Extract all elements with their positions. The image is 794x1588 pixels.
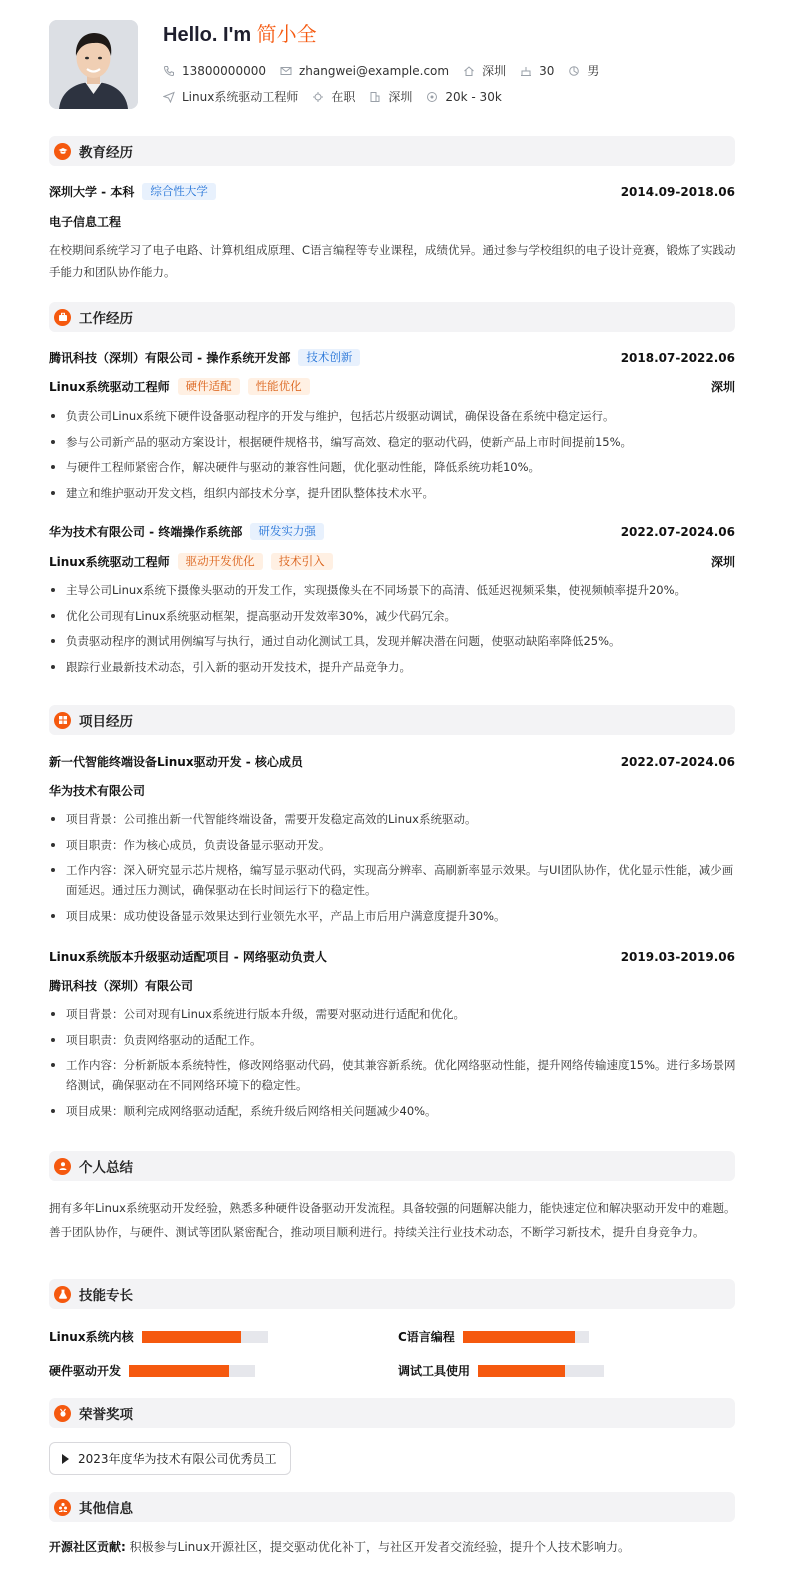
section-summary-title: 个人总结 xyxy=(79,1160,133,1176)
age-value: 30 xyxy=(539,63,555,78)
section-work xyxy=(49,302,735,332)
section-skills xyxy=(49,1279,735,1309)
skill-item xyxy=(398,1362,604,1379)
education-major-row xyxy=(49,213,735,230)
status-value: 在职 xyxy=(331,90,356,104)
city xyxy=(463,62,506,79)
section-projects xyxy=(49,705,735,735)
status xyxy=(312,88,355,105)
phone xyxy=(163,64,266,78)
list-item: 项目背景：公司推出新一代智能终端设备，需要开发稳定高效的Linux系统驱动。 xyxy=(49,809,739,829)
list-item: 优化公司现有Linux系统驱动框架，提高驱动开发效率30%，减少代码冗余。 xyxy=(49,606,739,626)
email-value: zhangwei@example.com xyxy=(298,63,450,78)
project-2-company-row xyxy=(49,977,735,994)
work-2-head xyxy=(49,523,735,540)
skill-bar xyxy=(463,1331,589,1343)
work-1-skill-tag: 性能优化 xyxy=(248,378,310,395)
list-item: 项目背景：公司对现有Linux系统进行版本升级，需要对驱动进行适配和优化。 xyxy=(49,1004,739,1024)
project-1-bullets xyxy=(49,809,739,931)
graduation-cap-icon xyxy=(54,143,71,160)
money-icon xyxy=(426,91,438,103)
user-icon xyxy=(54,1158,71,1175)
gender xyxy=(568,62,599,79)
other-info xyxy=(49,1538,630,1555)
education-desc: 在校期间系统学习了电子电路、计算机组成原理、C语言编程等专业课程，成绩优异。通过参与学校组织的电子设计竞赛，锻炼了实践动手能力和团队协作能力。 xyxy=(49,243,736,279)
list-item: 参与公司新产品的驱动方案设计，根据硬件规格书，编写高效、稳定的驱动代码，使新产品上市时间提前15%。 xyxy=(49,432,739,452)
building-icon xyxy=(369,91,381,103)
project-1-company: 华为技术有限公司 xyxy=(49,784,146,798)
salary xyxy=(426,90,501,104)
section-skills-title: 技能专长 xyxy=(79,1288,133,1304)
work-1-bullets xyxy=(49,406,739,508)
briefcase-icon xyxy=(54,309,71,326)
work-2-role: Linux系统驱动工程师 xyxy=(49,555,170,569)
skill-name: 调试工具使用 xyxy=(398,1364,471,1378)
list-item: 工作内容：分析新版本系统特性，修改网络驱动代码，使其兼容新系统。优化网络驱动性能，提升网络传输速度15%。进行多场景网络测试，确保驱动在不同网络环境下的稳定性。 xyxy=(49,1055,739,1095)
list-item: 项目成果：顺利完成网络驱动适配，系统升级后网络相关问题减少40%。 xyxy=(49,1101,739,1121)
gender-icon xyxy=(568,65,580,77)
project-2-bullets xyxy=(49,1004,739,1126)
work-1-role-row xyxy=(49,378,735,395)
list-item: 负责公司Linux系统下硬件设备驱动程序的开发与维护，包括芯片级驱动调试，确保设备在系统中稳定运行。 xyxy=(49,406,739,426)
job-value: Linux系统驱动工程师 xyxy=(182,90,299,104)
list-item: 负责驱动程序的测试用例编写与执行，通过自动化测试工具，发现并解决潜在问题，使驱动缺陷率降低25%。 xyxy=(49,631,739,651)
salary-value: 20k - 30k xyxy=(445,89,502,104)
skill-bar-fill xyxy=(463,1331,575,1343)
section-summary xyxy=(49,1151,735,1181)
project-2-head xyxy=(49,948,735,965)
project-1-date: 2022.07-2024.06 xyxy=(620,754,735,769)
work-1-skill-tag: 硬件适配 xyxy=(178,378,240,395)
work-2-bullets xyxy=(49,580,739,682)
list-item: 建立和维护驱动开发文档，组织内部技术分享，提升团队整体技术水平。 xyxy=(49,483,739,503)
target-city-value: 深圳 xyxy=(388,90,413,104)
candidate-name: 简小全 xyxy=(256,24,317,46)
list-item: 与硬件工程师紧密合作，解决硬件与驱动的兼容性问题，优化驱动性能，降低系统功耗10%。 xyxy=(49,457,739,477)
greeting xyxy=(163,18,317,47)
section-awards-title: 荣誉奖项 xyxy=(79,1407,133,1423)
work-1-tag: 技术创新 xyxy=(298,349,360,366)
age xyxy=(520,64,554,78)
section-awards xyxy=(49,1398,735,1428)
send-icon xyxy=(163,91,175,103)
work-2-role-row xyxy=(49,553,735,570)
award-text: 2023年度华为技术有限公司优秀员工 xyxy=(78,1452,277,1466)
skill-bar-fill xyxy=(129,1365,229,1377)
education-tag: 综合性大学 xyxy=(142,183,216,200)
education-head xyxy=(49,183,735,200)
avatar xyxy=(49,20,138,109)
section-education-title: 教育经历 xyxy=(79,145,133,161)
list-item: 项目成果：成功使设备显示效果达到行业领先水平，产品上市后用户满意度提升30%。 xyxy=(49,906,739,926)
people-icon xyxy=(54,1499,71,1516)
project-2-title: Linux系统版本升级驱动适配项目 - 网络驱动负责人 xyxy=(49,950,327,964)
work-2-location: 深圳 xyxy=(710,555,735,569)
project-2-date: 2019.03-2019.06 xyxy=(620,949,735,964)
phone-value: 13800000000 xyxy=(182,63,266,78)
gender-value: 男 xyxy=(587,64,600,78)
education-date: 2014.09-2018.06 xyxy=(620,184,735,199)
section-work-title: 工作经历 xyxy=(79,311,133,327)
section-education xyxy=(49,136,735,166)
list-item: 主导公司Linux系统下摄像头驱动的开发工作，实现摄像头在不同场景下的高清、低延迟视频采集，使视频帧率提升20%。 xyxy=(49,580,739,600)
education-major: 电子信息工程 xyxy=(49,215,122,229)
flask-icon xyxy=(54,1286,71,1303)
email xyxy=(280,64,449,78)
section-other xyxy=(49,1492,735,1522)
skill-name: Linux系统内核 xyxy=(49,1330,134,1344)
skill-bar-fill xyxy=(142,1331,242,1343)
city-value: 深圳 xyxy=(482,64,507,78)
work-2-skill-tag: 技术引入 xyxy=(271,553,333,570)
job-row xyxy=(163,88,516,105)
skill-item xyxy=(398,1328,589,1345)
work-1-head xyxy=(49,349,735,366)
skill-bar-fill xyxy=(478,1365,565,1377)
phone-icon xyxy=(163,65,175,77)
email-icon xyxy=(280,65,292,77)
triangle-right-icon xyxy=(62,1454,69,1464)
greeting-text: Hello. I'm xyxy=(163,24,252,46)
list-item: 跟踪行业最新技术动态，引入新的驱动开发技术，提升产品竞争力。 xyxy=(49,657,739,677)
grid-icon xyxy=(54,712,71,729)
skill-name: 硬件驱动开发 xyxy=(49,1364,122,1378)
skill-name: C语言编程 xyxy=(398,1330,455,1344)
education-school: 深圳大学 - 本科 xyxy=(49,185,135,199)
target-city xyxy=(369,88,412,105)
medal-icon xyxy=(54,1405,71,1422)
work-2-date: 2022.07-2024.06 xyxy=(620,524,735,539)
section-projects-title: 项目经历 xyxy=(79,714,133,730)
work-2-company: 华为技术有限公司 - 终端操作系统部 xyxy=(49,525,243,539)
list-item: 项目职责：负责网络驱动的适配工作。 xyxy=(49,1030,739,1050)
skill-bar xyxy=(129,1365,255,1377)
cake-icon xyxy=(520,65,532,77)
skill-item xyxy=(49,1328,268,1345)
work-1-role: Linux系统驱动工程师 xyxy=(49,380,170,394)
resume-header xyxy=(49,0,745,118)
project-1-head xyxy=(49,753,735,770)
list-item: 工作内容：深入研究显示芯片规格，编写显示驱动代码，实现高分辨率、高刷新率显示效果。与UI团队协作，优化显示性能，减少画面延迟。通过压力测试，确保驱动在长时间运行下的稳定性。 xyxy=(49,860,739,900)
work-1-date: 2018.07-2022.06 xyxy=(620,350,735,365)
other-text: 积极参与Linux开源社区，提交驱动优化补丁，与社区开发者交流经验，提升个人技术影响力。 xyxy=(129,1540,630,1554)
work-1-company: 腾讯科技（深圳）有限公司 - 操作系统开发部 xyxy=(49,351,291,365)
home-icon xyxy=(463,65,475,77)
work-2-tag: 研发实力强 xyxy=(250,523,324,540)
project-1-company-row xyxy=(49,782,735,799)
status-icon xyxy=(312,91,324,103)
section-other-title: 其他信息 xyxy=(79,1501,133,1517)
project-1-title: 新一代智能终端设备Linux驱动开发 - 核心成员 xyxy=(49,755,303,769)
project-2-company: 腾讯科技（深圳）有限公司 xyxy=(49,979,194,993)
list-item: 项目职责：作为核心成员，负责设备显示驱动开发。 xyxy=(49,835,739,855)
job xyxy=(163,88,298,105)
skill-item xyxy=(49,1362,255,1379)
skill-bar xyxy=(142,1331,268,1343)
other-label: 开源社区贡献: xyxy=(49,1540,126,1554)
skill-bar xyxy=(478,1365,604,1377)
contact-row xyxy=(163,62,613,79)
work-1-location: 深圳 xyxy=(710,380,735,394)
work-2-skill-tag: 驱动开发优化 xyxy=(178,553,263,570)
summary-text: 拥有多年Linux系统驱动开发经验，熟悉多种硬件设备驱动开发流程。具备较强的问题解决能力，能快速定位和解决驱动开发中的难题。善于团队协作，与硬件、测试等团队紧密配合，推动项目顺利进行。持续关注行业技术动态，不断学习新技术，提升自身竞争力。 xyxy=(49,1201,736,1239)
award-item xyxy=(49,1442,291,1475)
